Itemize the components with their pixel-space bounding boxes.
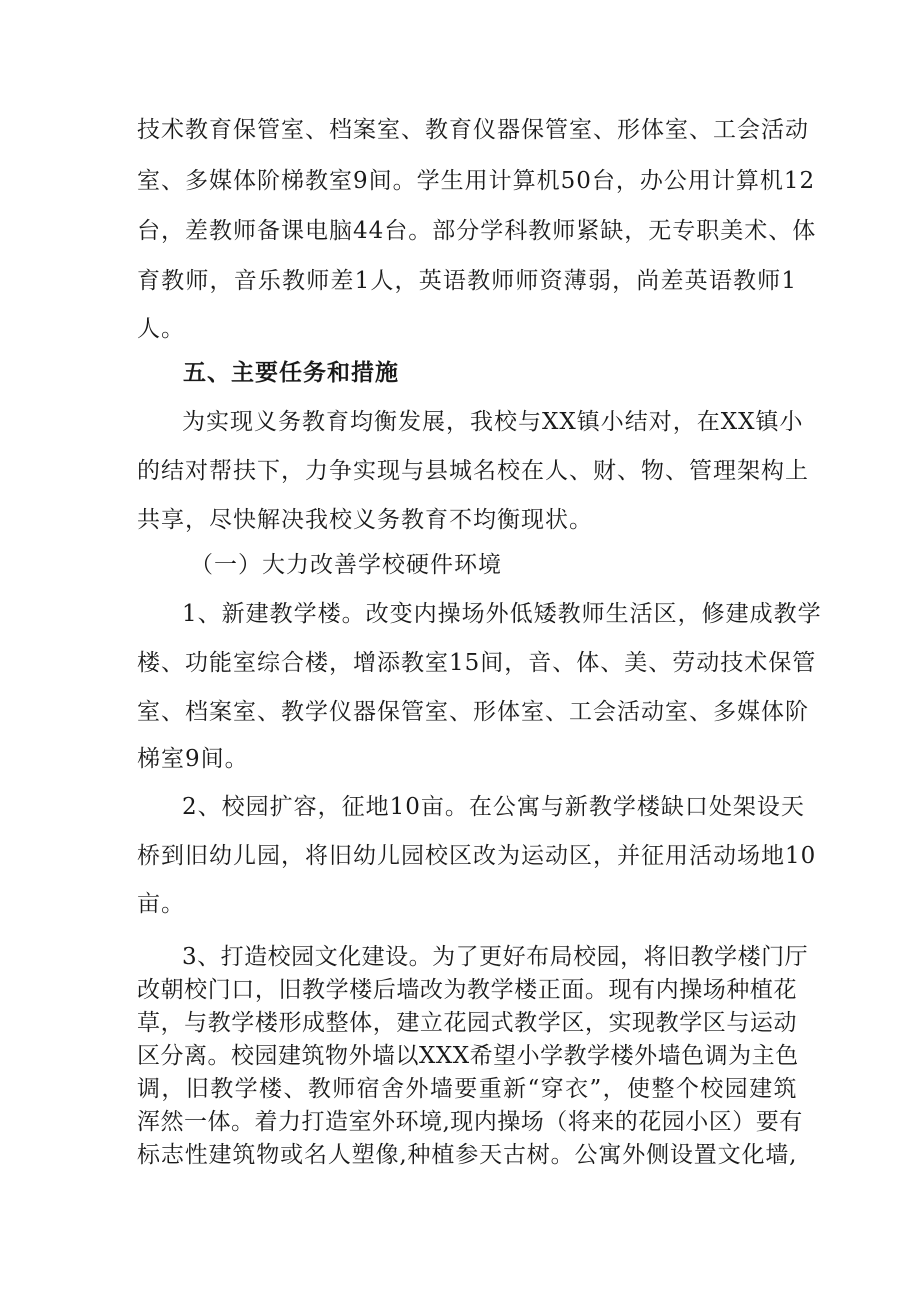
text-line: 室、档案室、教学仪器保管室、形体室、工会活动室、多媒体阶 — [137, 699, 809, 725]
text-line: 调，旧教学楼、教师宿舍外墙要重新“穿衣”，使整个校园建筑 — [137, 1076, 797, 1102]
text-line: 浑然一体。着力打造室外环境,现内操场（将来的花园小区）要有 — [137, 1109, 803, 1135]
text-line: 人。 — [137, 316, 185, 342]
text-line: 桥到旧幼儿园，将旧幼儿园校区改为运动区，并征用活动场地10 — [137, 843, 817, 869]
section-heading: 五、主要任务和措施 — [183, 360, 399, 386]
text-line: 2、校园扩容，征地10亩。在公寓与新教学楼缺口处架设天 — [182, 794, 805, 820]
text-line: 亩。 — [137, 891, 185, 917]
text-line: 育教师，音乐教师差1人，英语教师师资薄弱，尚差英语教师1 — [137, 268, 797, 294]
text-line: 改朝校门口，旧教学楼后墙改为教学楼正面。现有内操场种植花 — [137, 977, 797, 1003]
text-line: 楼、功能室综合楼，增添教室15间，音、体、美、劳动技术保管 — [137, 650, 817, 676]
text-line: 的结对帮扶下，力争实现与县城名校在人、财、物、管理架构上 — [137, 458, 809, 484]
text-line: 技术教育保管室、档案室、教育仪器保管室、形体室、工会活动 — [137, 117, 809, 143]
text-line: 台，差教师备课电脑44台。部分学科教师紧缺，无专职美术、体 — [137, 218, 817, 244]
text-line: 梯室9间。 — [137, 746, 249, 772]
text-line: 室、多媒体阶梯教室9间。学生用计算机50台，办公用计算机12 — [137, 168, 816, 194]
subsection-heading: （一）大力改善学校硬件环境 — [190, 552, 502, 578]
text-line: 3、打造校园文化建设。为了更好布局校园，将旧教学楼门厅 — [182, 944, 809, 970]
text-line: 标志性建筑物或名人塑像,种植参天古树。公寓外侧设置文化墙, — [137, 1142, 797, 1168]
text-line: 为实现义务教育均衡发展，我校与XX镇小结对，在XX镇小 — [182, 409, 804, 435]
text-line: 草，与教学楼形成整体，建立花园式教学区，实现教学区与运动 — [137, 1010, 797, 1036]
text-line: 区分离。校园建筑物外墙以XXX希望小学教学楼外墙色调为主色 — [137, 1043, 799, 1069]
text-line: 共享，尽快解决我校义务教育不均衡现状。 — [137, 507, 593, 533]
text-line: 1、新建教学楼。改变内操场外低矮教师生活区，修建成教学 — [182, 601, 822, 627]
